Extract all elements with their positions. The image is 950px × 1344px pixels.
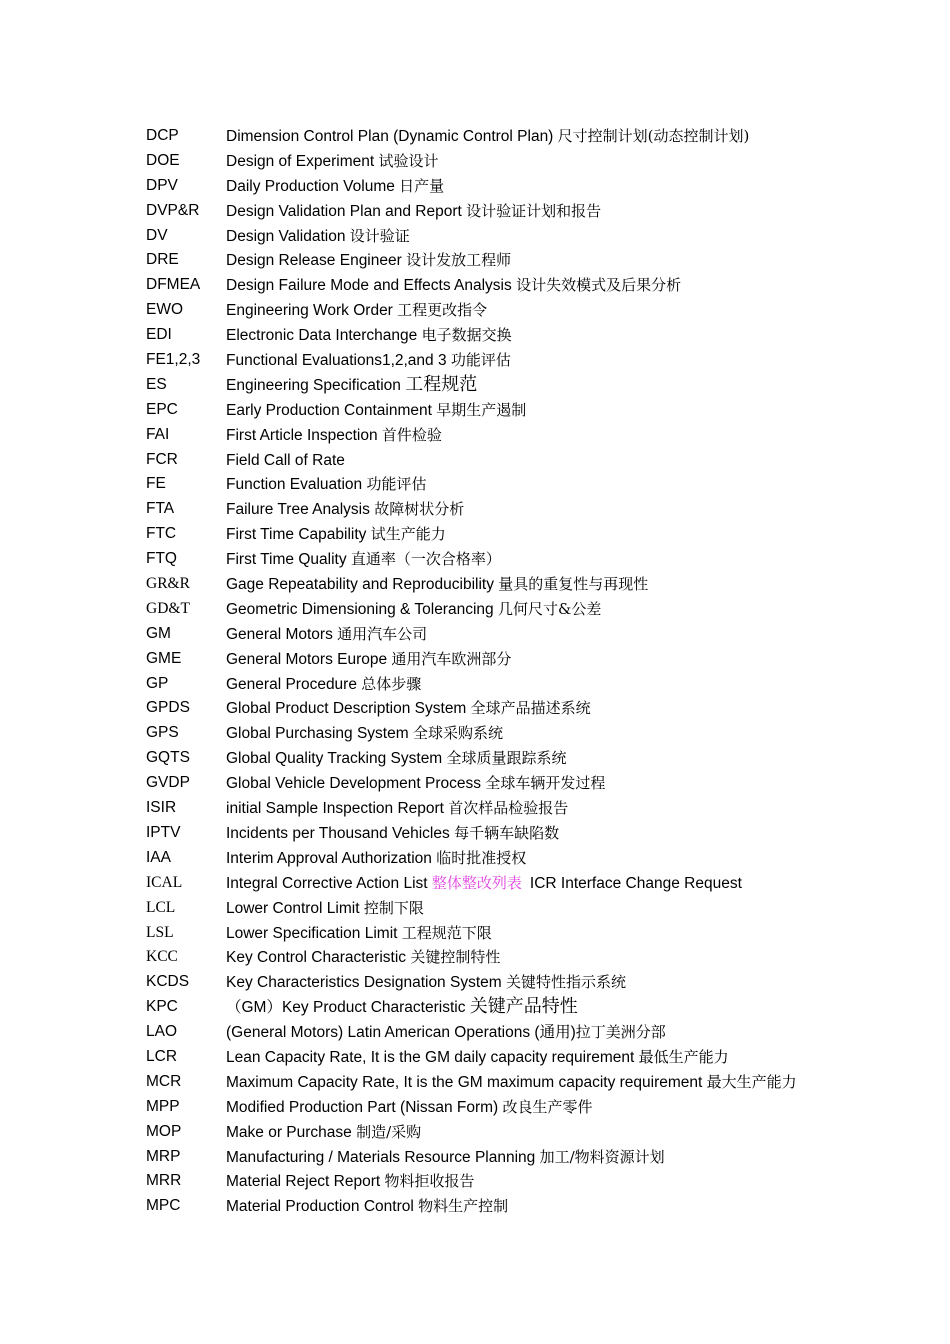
definition <box>226 821 559 847</box>
definition-zh: 工程更改指令 <box>397 301 488 320</box>
definition <box>226 995 578 1021</box>
glossary-entry-fe123 <box>146 348 936 373</box>
abbreviation: KCC <box>146 948 178 966</box>
definition-zh: 最低生产能力 <box>638 1047 729 1066</box>
definition-zh: 全球采购系统 <box>412 724 503 743</box>
definition-zh: 首次样品检验报告 <box>448 799 569 818</box>
definition-en: Field Call of Rate <box>226 451 345 469</box>
glossary-entry-mop <box>146 1120 936 1145</box>
definition-en: Daily Production Volume <box>226 177 400 195</box>
definition-en: Material Reject Report <box>226 1173 385 1191</box>
definition <box>226 1095 593 1121</box>
abbreviation: KCDS <box>146 973 190 991</box>
definition <box>226 572 648 598</box>
definition-zh: 通用汽车欧洲部分 <box>391 649 512 668</box>
glossary-entry-epc <box>146 398 936 423</box>
abbreviation: FCR <box>146 450 178 468</box>
abbreviation: GP <box>146 674 169 692</box>
definition-zh: 几何尺寸&公差 <box>497 599 602 618</box>
definition-zh: 尺寸控制计划(动态控制计划) <box>557 127 750 145</box>
definition-en: General Procedure <box>226 675 362 693</box>
definition-zh: 拉丁美洲分部 <box>575 1023 666 1042</box>
definition <box>226 1194 508 1220</box>
definition <box>226 1045 729 1071</box>
glossary-entry-kcds <box>146 970 936 995</box>
glossary-entry-ftc <box>146 522 936 547</box>
glossary-entry-fai <box>146 423 936 448</box>
definition-en: Design Validation <box>226 227 350 245</box>
abbreviation: GPDS <box>146 699 190 717</box>
definition-en: Function Evaluation <box>226 476 367 494</box>
definition <box>226 647 511 673</box>
definition <box>226 124 749 150</box>
abbreviation: IPTV <box>146 823 181 841</box>
glossary-entry-iptv <box>146 821 936 846</box>
definition-en: General Motors Europe <box>226 650 392 668</box>
abbreviation: GVDP <box>146 774 190 792</box>
definition <box>226 174 444 200</box>
definition <box>226 1020 666 1046</box>
abbreviation: MRP <box>146 1147 181 1165</box>
definition-zh: 首件检验 <box>381 425 442 444</box>
glossary-entry-ftq <box>146 547 936 572</box>
glossary-entry-es <box>146 373 936 398</box>
definition-zh: 临时批准授权 <box>436 848 527 867</box>
glossary-entry-mrr <box>146 1169 936 1194</box>
definition-zh: 物料生产控制 <box>418 1197 509 1216</box>
glossary-entry-gqts <box>146 746 936 771</box>
definition-en: First Time Capability <box>226 526 371 544</box>
abbreviation: GM <box>146 624 171 642</box>
glossary-entry-ical <box>146 871 936 896</box>
definition-zh: 工程规范下限 <box>401 923 492 942</box>
definition-en: Global Product Description System <box>226 700 471 718</box>
abbreviation: IAA <box>146 848 171 866</box>
abbreviation: KPC <box>146 998 178 1016</box>
definition-en: Electronic Data Interchange <box>226 327 422 345</box>
glossary-entry-iaa <box>146 846 936 871</box>
definition <box>226 497 464 523</box>
definition-zh: 全球质量跟踪系统 <box>446 749 567 768</box>
definition-en: Lower Specification Limit <box>226 924 402 942</box>
definition-en: initial Sample Inspection Report <box>226 800 449 818</box>
definition-en: Lower Control Limit <box>226 899 364 917</box>
definition-zh: 早期生产遏制 <box>436 400 527 419</box>
abbreviation: ES <box>146 375 167 393</box>
glossary-entry-lao <box>146 1020 936 1045</box>
glossary-entry-ewo <box>146 298 936 323</box>
definition <box>226 945 500 971</box>
definition <box>226 224 410 250</box>
abbreviation: DV <box>146 226 168 244</box>
definition-en: Global Quality Tracking System <box>226 750 447 768</box>
abbreviation: DPV <box>146 176 178 194</box>
definition-en: Early Production Containment <box>226 401 437 419</box>
glossary-entry-lcl <box>146 896 936 921</box>
definition-en: Key Control Characteristic <box>226 949 411 967</box>
definition <box>226 622 427 648</box>
definition <box>226 921 492 947</box>
definition-zh: 全球车辆开发过程 <box>485 774 606 793</box>
abbreviation: GR&R <box>146 575 190 593</box>
definition-en: (General Motors) Latin American Operations (通用) <box>226 1024 576 1042</box>
glossary-entry-dfmea <box>146 273 936 298</box>
abbreviation: MRR <box>146 1172 182 1190</box>
definition-en: Design Release Engineer <box>226 252 407 270</box>
definition <box>226 721 503 747</box>
abbreviation: GD&T <box>146 599 190 617</box>
abbreviation: GQTS <box>146 749 190 767</box>
definition-zh: 试验设计 <box>378 151 439 170</box>
definition-en: Key Characteristics Designation System <box>226 974 506 992</box>
definition <box>226 597 601 623</box>
definition-en: Gage Repeatability and Reproducibility <box>226 576 499 594</box>
abbreviation: FTC <box>146 525 177 543</box>
definition-en: Manufacturing / Materials Resource Planning <box>226 1148 540 1166</box>
definition-en: Integral Corrective Action List <box>226 874 432 892</box>
glossary-entry-dv <box>146 224 936 249</box>
abbreviation: FE1,2,3 <box>146 351 201 369</box>
abbreviation: EDI <box>146 326 172 344</box>
definition-zh-highlight: 整体整改列表 <box>431 873 522 892</box>
glossary-entry-kcc <box>146 945 936 970</box>
abbreviation: GME <box>146 649 182 667</box>
definition-zh: 直通率（一次合格率） <box>350 550 501 569</box>
glossary-entry-gp <box>146 672 936 697</box>
definition <box>226 248 511 274</box>
abbreviation: ICAL <box>146 873 183 891</box>
glossary-entry-mcr <box>146 1070 936 1095</box>
glossary-entry-dcp <box>146 124 936 149</box>
definition-zh: 设计验证 <box>349 226 410 245</box>
glossary-entry-gme <box>146 647 936 672</box>
definition-zh: 控制下限 <box>363 898 424 917</box>
definition-zh: 故障树状分析 <box>374 500 465 519</box>
definition-zh: 制造/采购 <box>356 1122 422 1141</box>
definition-en: Failure Tree Analysis <box>226 501 375 519</box>
definition <box>226 746 567 772</box>
glossary-entry-lsl <box>146 921 936 946</box>
definition <box>226 273 681 299</box>
definition-en: Design Validation Plan and Report <box>226 202 467 220</box>
definition <box>226 398 526 424</box>
definition <box>226 547 501 573</box>
definition-zh: 日产量 <box>399 176 445 195</box>
definition-zh: 通用汽车公司 <box>337 624 428 643</box>
definition-zh: 试生产能力 <box>370 525 446 544</box>
definition-zh: 设计验证计划和报告 <box>466 201 602 220</box>
definition-en: Make or Purchase <box>226 1123 357 1141</box>
abbreviation: DCP <box>146 127 179 144</box>
definition <box>226 1169 475 1195</box>
abbreviation: LCL <box>146 898 176 916</box>
definition-en: Maximum Capacity Rate, It is the GM maximum capacity requirement <box>226 1073 707 1091</box>
definition-en: Dimension Control Plan (Dynamic Control Plan) <box>226 128 558 145</box>
definition-en: Incidents per Thousand Vehicles <box>226 824 455 842</box>
definition <box>226 149 439 175</box>
abbreviation: ISIR <box>146 799 177 817</box>
abbreviation: GPS <box>146 724 179 742</box>
abbreviation: DOE <box>146 151 180 169</box>
definition-en: Interim Approval Authorization <box>226 849 437 867</box>
abbreviation: EPC <box>146 400 178 418</box>
abbreviation: FTQ <box>146 550 177 568</box>
abbreviation: LAO <box>146 1023 178 1041</box>
definition-zh: 电子数据交换 <box>421 326 512 345</box>
definition-extra: ICR Interface Change Request <box>529 874 742 892</box>
glossary-entry-mpp <box>146 1095 936 1120</box>
definition-en: Modified Production Part (Nissan Form) <box>226 1098 503 1116</box>
definition <box>226 522 446 548</box>
glossary-entry-lcr <box>146 1045 936 1070</box>
definition <box>226 696 591 722</box>
abbreviation: FE <box>146 475 166 493</box>
definition <box>226 1070 797 1096</box>
glossary-entry-fe <box>146 472 936 497</box>
definition <box>226 970 626 996</box>
definition-en: First Time Quality <box>226 551 351 569</box>
abbreviation: EWO <box>146 301 184 319</box>
definition-zh: 工程规范 <box>405 373 478 395</box>
definition-en: （GM）Key Product Characteristic <box>226 999 470 1017</box>
definition-zh: 最大生产能力 <box>706 1072 797 1091</box>
definition-en: Engineering Specification <box>226 376 406 394</box>
definition-zh: 关键特性指示系统 <box>505 973 626 992</box>
abbreviation: DFMEA <box>146 276 201 294</box>
abbreviation: DVP&R <box>146 201 200 219</box>
definition <box>226 1120 421 1146</box>
definition-zh: 量具的重复性与再现性 <box>498 575 649 594</box>
glossary-entry-doe <box>146 149 936 174</box>
abbreviation: MPP <box>146 1097 180 1115</box>
definition-zh: 加工/物料资源计划 <box>539 1147 665 1166</box>
abbreviation: LSL <box>146 923 174 941</box>
glossary-entry-dre <box>146 248 936 273</box>
definition-en: General Motors <box>226 625 338 643</box>
definition-zh: 物料拒收报告 <box>384 1172 475 1191</box>
definition <box>226 796 568 822</box>
definition-zh: 设计失效模式及后果分析 <box>516 276 682 295</box>
definition <box>226 871 742 897</box>
definition <box>226 298 487 324</box>
glossary-entry-fta <box>146 497 936 522</box>
abbreviation: FTA <box>146 500 175 518</box>
glossary-entry-gps <box>146 721 936 746</box>
definition-en: Material Production Control <box>226 1198 419 1216</box>
definition-en: First Article Inspection <box>226 426 382 444</box>
definition <box>226 846 526 872</box>
definition-zh: 总体步骤 <box>361 674 422 693</box>
definition <box>226 472 426 498</box>
definition-en: Geometric Dimensioning & Tolerancing <box>226 600 498 618</box>
glossary-entry-mpc <box>146 1194 936 1219</box>
definition-en: Global Purchasing System <box>226 725 413 743</box>
definition-zh: 关键产品特性 <box>469 996 578 1018</box>
definition-en: Design of Experiment <box>226 152 379 170</box>
definition-zh: 全球产品描述系统 <box>470 699 591 718</box>
definition-zh: 功能评估 <box>366 475 427 494</box>
glossary-entry-mrp <box>146 1145 936 1170</box>
definition-zh: 设计发放工程师 <box>406 251 512 270</box>
definition <box>226 373 477 399</box>
definition-zh: 改良生产零件 <box>502 1097 593 1116</box>
glossary-entry-gdt <box>146 597 936 622</box>
definition-en: Global Vehicle Development Process <box>226 775 486 793</box>
glossary-entry-fcr <box>146 448 936 473</box>
definition <box>226 323 512 349</box>
glossary-list <box>146 124 936 1219</box>
definition <box>226 672 421 698</box>
glossary-entry-gvdp <box>146 771 936 796</box>
glossary-entry-dvpr <box>146 199 936 224</box>
definition-zh: 每千辆车缺陷数 <box>454 823 560 842</box>
abbreviation: MPC <box>146 1197 181 1215</box>
definition-zh: 功能评估 <box>450 351 511 370</box>
definition-en: Design Failure Mode and Effects Analysis <box>226 277 517 295</box>
glossary-entry-isir <box>146 796 936 821</box>
definition <box>226 423 442 449</box>
abbreviation: LCR <box>146 1047 178 1065</box>
definition-zh: 关键控制特性 <box>410 948 501 967</box>
abbreviation: FAI <box>146 425 170 443</box>
definition <box>226 448 345 474</box>
abbreviation: DRE <box>146 251 179 269</box>
glossary-entry-gm <box>146 622 936 647</box>
glossary-entry-grr <box>146 572 936 597</box>
definition <box>226 199 601 225</box>
glossary-entry-kpc <box>146 995 936 1020</box>
abbreviation: MOP <box>146 1122 182 1140</box>
definition <box>226 896 424 922</box>
definition-en: Engineering Work Order <box>226 302 398 320</box>
definition <box>226 348 511 374</box>
definition <box>226 1145 665 1171</box>
glossary-entry-edi <box>146 323 936 348</box>
definition-en: Lean Capacity Rate, It is the GM daily capacity requirement <box>226 1048 639 1066</box>
definition <box>226 771 605 797</box>
definition-en: Functional Evaluations1,2,and 3 <box>226 352 451 370</box>
abbreviation: MCR <box>146 1072 182 1090</box>
glossary-entry-gpds <box>146 696 936 721</box>
glossary-entry-dpv <box>146 174 936 199</box>
